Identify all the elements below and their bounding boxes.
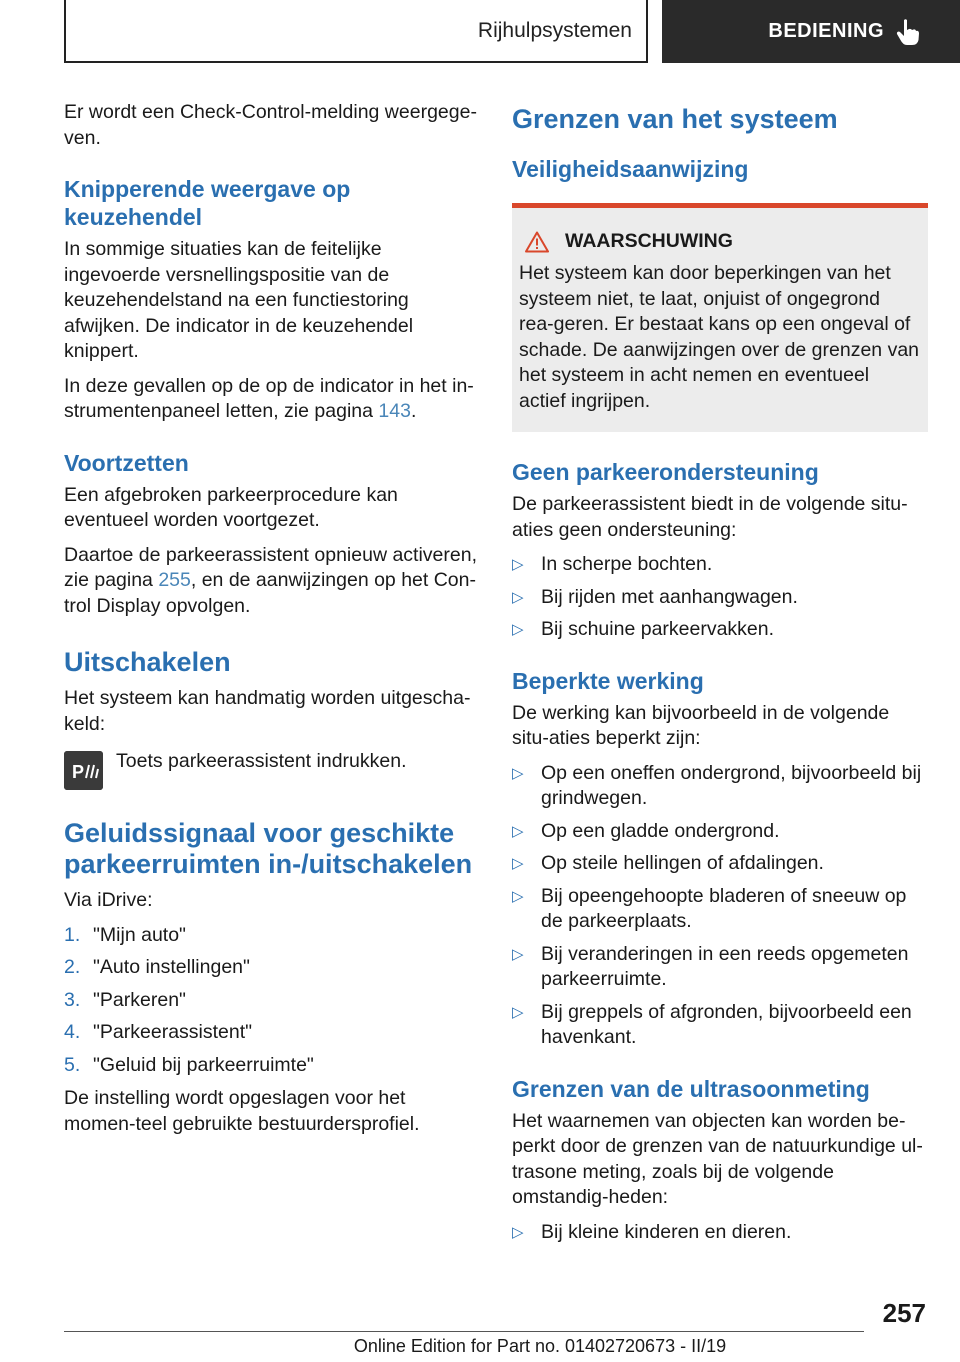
- paragraph: Daartoe de parkeerassistent opnieuw activeren, zie pagina 255, en de aanwijzingen op het Con-trol Display opvolgen.: [64, 543, 477, 617]
- step-number: 2.: [64, 956, 81, 978]
- idrive-steps-list: [64, 923, 480, 1079]
- page-link-143[interactable]: 143: [378, 400, 411, 422]
- list-item-text: Bij greppels of afgronden, bijvoorbeeld een havenkant.: [541, 1000, 912, 1048]
- page-link-255[interactable]: 255: [158, 569, 191, 591]
- triangle-bullet-icon: ▷: [512, 588, 524, 606]
- step-item: [64, 988, 480, 1014]
- left-column: [64, 100, 480, 1146]
- no-support-list: [512, 552, 928, 643]
- list-item: [512, 761, 928, 812]
- list-item: [512, 884, 928, 935]
- page-header: [0, 0, 960, 66]
- list-item: [512, 851, 928, 877]
- triangle-bullet-icon: ▷: [512, 764, 524, 782]
- pointing-hand-icon: [896, 18, 920, 46]
- step-item: [64, 1020, 480, 1046]
- step-text: "Auto instellingen": [93, 956, 250, 978]
- triangle-bullet-icon: ▷: [512, 621, 524, 638]
- list-item-text: Bij schuine parkeervakken.: [541, 618, 775, 640]
- list-item-text: Bij veranderingen in een reeds opgemeten parkeerruimte.: [541, 942, 909, 990]
- step-text: "Geluid bij parkeerruimte": [93, 1053, 314, 1076]
- list-item: [512, 552, 928, 578]
- paragraph: De werking kan bijvoorbeeld in de volgende situ-aties beperkt zijn:: [512, 701, 890, 749]
- step-number: 3.: [64, 988, 81, 1011]
- park-assist-button-icon: [64, 751, 103, 790]
- triangle-bullet-icon: ▷: [512, 1223, 524, 1241]
- chapter-tab: [662, 0, 960, 63]
- heading-geen-parkeerondersteuning: Geen parkeerondersteuning: [512, 459, 819, 485]
- triangle-bullet-icon: ▷: [512, 822, 524, 840]
- footer-edition: Online Edition for Part no. 01402720673 - II/19: [353, 1336, 727, 1356]
- list-item-text: Op een gladde ondergrond.: [541, 819, 780, 842]
- warning-text: Het systeem kan door beperkingen van het systeem niet, te laat, onjuist of ongegrond rea-geren. Er bestaat kans op een ongeval of schade. De aanwijzingen over de grenzen van het systeem in acht nemen en eventueel actief ingrijpen.: [519, 262, 920, 412]
- heading-veiligheidsaanwijzing: Veiligheidsaanwijzing: [512, 156, 749, 182]
- paragraph: Het waarnemen van objecten kan worden be-perkt door de grenzen van de natuurkundige ul-trasone meting, zoals bij de volgende omstandig-heden:: [512, 1109, 923, 1208]
- warning-triangle-icon: [525, 231, 549, 253]
- button-instruction: [64, 749, 480, 790]
- list-item: [512, 942, 928, 993]
- triangle-bullet-icon: ▷: [512, 887, 524, 905]
- paragraph: Toets parkeerassistent indrukken.: [116, 750, 407, 772]
- paragraph: Via iDrive:: [64, 889, 153, 911]
- triangle-bullet-icon: ▷: [512, 1003, 524, 1021]
- triangle-bullet-icon: ▷: [512, 556, 524, 573]
- heading-knipperende-weergave: Knipperende weergave op keuzehendel: [64, 176, 351, 230]
- footer-divider: [64, 1331, 864, 1332]
- paragraph: De parkeerassistent biedt in de volgende situ-aties geen ondersteuning:: [512, 493, 908, 541]
- list-item-text: Bij kleine kinderen en dieren.: [541, 1220, 792, 1243]
- step-text: "Parkeerassistent": [93, 1021, 253, 1043]
- chapter-title: BEDIENING: [768, 20, 884, 42]
- paragraph: Het systeem kan handmatig worden uitgescha-keld:: [64, 687, 471, 735]
- heading-grenzen-ultrasoonmeting: Grenzen van de ultrasoonmeting: [512, 1075, 870, 1102]
- list-item: [512, 617, 928, 643]
- step-text: "Parkeren": [93, 988, 186, 1011]
- ultrasound-limits-list: [512, 1220, 928, 1246]
- warning-box: [512, 203, 928, 432]
- section-title: Rijhulpsystemen: [477, 18, 632, 42]
- step-item: [64, 1053, 480, 1079]
- paragraph: In deze gevallen op de op de indicator in het in-strumentenpaneel letten, zie pagina 143.: [64, 374, 474, 422]
- paragraph: Een afgebroken parkeerprocedure kan eventueel worden voortgezet.: [64, 483, 398, 531]
- triangle-bullet-icon: ▷: [512, 855, 524, 872]
- paragraph: In sommige situaties kan de feitelijke ingevoerde versnellingspositie van de keuzehendelstand na een functiestoring afwijken. De indicator in de keuzehendel knippert.: [64, 238, 414, 362]
- warning-title: WAARSCHUWING: [565, 230, 733, 252]
- paragraph: Er wordt een Check-Control-melding weergege-ven.: [64, 101, 477, 149]
- warning-header: [519, 230, 920, 253]
- step-number: 5.: [64, 1053, 81, 1076]
- list-item: [512, 1220, 928, 1246]
- list-item-text: In scherpe bochten.: [541, 553, 713, 575]
- section-tab: [64, 0, 648, 63]
- list-item-text: Op een oneffen ondergrond, bijvoorbeeld bij grindwegen.: [541, 761, 922, 809]
- list-item-text: Op steile hellingen of afdalingen.: [541, 852, 824, 874]
- paragraph: De instelling wordt opgeslagen voor het momen-teel gebruikte bestuurdersprofiel.: [64, 1087, 420, 1135]
- list-item: [512, 585, 928, 611]
- list-item: [512, 1000, 928, 1051]
- step-item: [64, 923, 480, 949]
- heading-grenzen-systeem: Grenzen van het systeem: [512, 104, 838, 134]
- heading-uitschakelen: Uitschakelen: [64, 647, 231, 677]
- step-item: [64, 955, 480, 981]
- list-item-text: Bij opeengehoopte bladeren of sneeuw op de parkeerplaats.: [541, 884, 907, 932]
- limited-function-list: [512, 761, 928, 1051]
- right-column: [512, 100, 928, 1253]
- triangle-bullet-icon: ▷: [512, 945, 524, 963]
- svg-text:P: P: [72, 762, 85, 782]
- heading-geluidssignaal: Geluidssignaal voor geschikte parkeerruimten in-/uitschakelen: [64, 818, 473, 879]
- step-number: 1.: [64, 923, 81, 946]
- step-number: 4.: [64, 1021, 81, 1043]
- step-text: "Mijn auto": [93, 923, 186, 946]
- list-item: [512, 819, 928, 845]
- page-number: 257: [882, 1298, 926, 1328]
- heading-beperkte-werking: Beperkte werking: [512, 667, 704, 694]
- heading-voortzetten: Voortzetten: [64, 449, 189, 476]
- list-item-text: Bij rijden met aanhangwagen.: [541, 585, 798, 608]
